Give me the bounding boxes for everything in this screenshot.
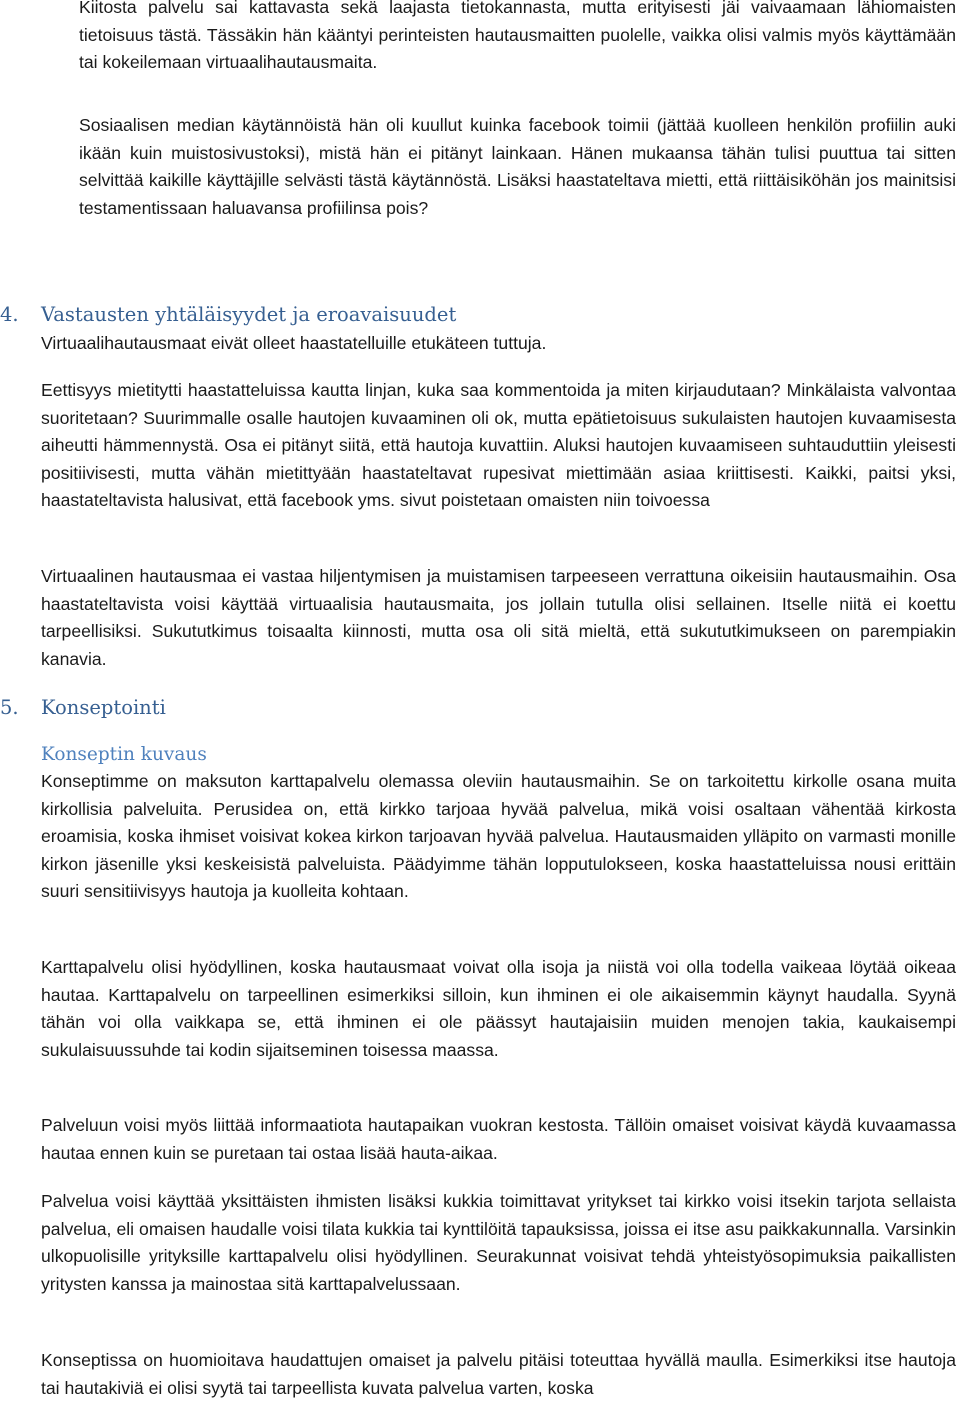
body-paragraph: Konseptimme on maksuton karttapalvelu olemassa oleviin hautausmaihin. Se on tarkoitettu kirkolle osana muita kirkollisia palveluita. Perusidea on, että kirkko tarjoaa hyvää palvelua, mikä voisi osaltaan vähentää kirkosta eroamisia, koska ihmiset voisivat kokea kirkon tarjoavan hyvää palvelua. Hautausmaiden ylläpito on varmasti monille kirkon jäsenille yksi keskeisistä palveluista. Päädyimme tähän lopputulokseen, koska haastatteluissa nousi erittäin suuri sensitiivisyys hautoja ja kuolleita kohtaan. xyxy=(41,771,956,901)
section-4-paragraph-2-block xyxy=(0,377,960,515)
intro-paragraph-2-block xyxy=(0,112,960,222)
section-4-paragraph-3-block xyxy=(0,563,960,673)
section-title: Vastausten yhtäläisyydet ja eroavaisuudet xyxy=(41,303,457,326)
subsection-title: Konseptin kuvaus xyxy=(41,744,207,765)
section-5-paragraph-2-block xyxy=(0,954,960,1064)
body-paragraph: Virtuaalinen hautausmaa ei vastaa hiljentymisen ja muistamisen tarpeeseen verrattuna oikeisiin hautausmaihin. Osa haastateltavista voisi käyttää virtuaalisia hautausmaita, jos jollain tutulla olisi sellainen. Itselle niitä ei koettu tarpeellisiksi. Sukututkimus toisaalta kiinnosti, mutta osa oli sitä mieltä, että sukututkimukseen on parempiakin kanavia. xyxy=(41,566,956,669)
body-paragraph: Virtuaalihautausmaat eivät olleet haastatelluille etukäteen tuttuja. xyxy=(41,333,547,353)
body-paragraph: Palveluun voisi myös liittää informaatiota hautapaikan vuokran kestosta. Tällöin omaiset voisivat käydä kuvaamassa hautaa ennen kuin se puretaan tai ostaa lisää hauta-aikaa. xyxy=(41,1115,956,1163)
body-paragraph: Kiitosta palvelu sai kattavasta sekä laajasta tietokannasta, mutta erityisesti jäi vaivaamaan lähiomaisten tietoisuus tästä. Tässäkin hän kääntyi perinteisten hautausmaitten puolelle, vaikka olisi valmis myös käyttämään tai kokeilemaan virtuaalihautausmaita. xyxy=(79,0,956,72)
body-paragraph: Konseptissa on huomioitava haudattujen omaiset ja palvelu pitäisi toteuttaa hyvällä maulla. Esimerkiksi itse hautoja tai hautakiviä ei olisi syytä tai tarpeellista kuvata palvelua varten, koska xyxy=(41,1350,956,1398)
intro-paragraph-1-block xyxy=(0,0,960,77)
body-paragraph: Karttapalvelu olisi hyödyllinen, koska hautausmaat voivat olla isoja ja niistä voi olla todella vaikeaa löytää oikeaa hautaa. Karttapalvelu on tarpeellinen esimerkiksi silloin, kun ihminen ei ole aikaisemmin käynyt haudalla. Syynä tähän voi olla vaikkapa se, että ihminen ei ole päässyt hautajaisiin muiden menojen takia, kaukaisempi sukulaisuussuhde tai kodin sijaitseminen toisessa maassa. xyxy=(41,957,956,1060)
section-number: 4. xyxy=(0,303,19,326)
section-4-heading xyxy=(0,301,456,329)
section-5-subheading-block xyxy=(0,741,960,769)
section-5-paragraph-5-block xyxy=(0,1347,960,1402)
body-paragraph: Palvelua voisi käyttää yksittäisten ihmisten lisäksi kukkia toimittavat yritykset tai kirkko voisi itsekin tarjota sellaista palvelua, eli omaisen haudalle voisi tilata kukkia tai kynttilöitä tapauksissa, joissa ei itse asu paikkakunnalla. Varsinkin ulkopuolisille yrityksille karttapalvelu olisi hyödyllinen. Seurakunnat voisivat tehdä yhteistyösopimuksia paikallisten yritysten kanssa ja mainostaa sitä karttapalvelussaan. xyxy=(41,1191,956,1294)
section-5-heading xyxy=(0,694,166,722)
section-title: Konseptointi xyxy=(41,696,166,719)
section-4-paragraph-1-block xyxy=(0,330,960,358)
body-paragraph: Eettisyys mietitytti haastatteluissa kautta linjan, kuka saa kommentoida ja miten kirjaudutaan? Minkälaista valvontaa suoritetaan? Suurimmalle osalle hautojen kuvaaminen oli ok, mutta epätietoisuus sukulaisten hautojen kuvaamisesta aiheutti hämmennystä. Osa ei pitänyt siitä, että hautoja kuvattiin. Aluksi hautojen kuvaamiseen suhtauduttiin yleisesti positiivisesti, mutta vähän mietittyään haastateltavat rupesivat miettimään asiaa kriittisesti. Kaikki, paitsi yksi, haastateltavista halusivat, että facebook yms. sivut poistetaan omaisten niin toivoessa xyxy=(41,380,956,510)
body-paragraph: Sosiaalisen median käytännöistä hän oli kuullut kuinka facebook toimii (jättää kuolleen henkilön profiilin auki ikään kuin muistosivustoksi), mistä hän ei pitänyt lainkaan. Hänen mukaansa tähän tulisi puuttua tai sitten selvittää kaikille käyttäjille selvästi tästä käytännöstä. Lisäksi haastateltava mietti, että riittäisiköhän jos mainitsisi testamentissaan haluavansa profiilinsa pois? xyxy=(79,115,956,218)
section-5-paragraph-4-block xyxy=(0,1188,960,1298)
section-5-paragraph-3-block xyxy=(0,1112,960,1167)
section-number: 5. xyxy=(0,696,19,719)
section-5-paragraph-1-block xyxy=(0,768,960,906)
